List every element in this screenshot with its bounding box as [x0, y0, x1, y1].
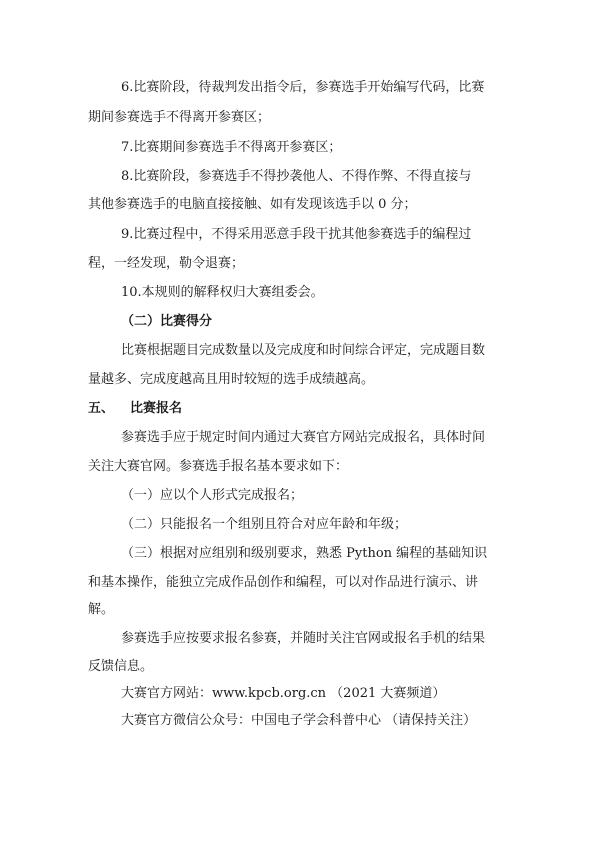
follow-paragraph-line-2: 反馈信息。 [88, 659, 154, 674]
registration-heading-number: 五、 [88, 401, 115, 416]
rule-6-line-1: 6.比赛阶段，待裁判发出指令后，参赛选手开始编写代码，比赛 [121, 80, 485, 95]
rule-8-line-1: 8.比赛阶段，参赛选手不得抄袭他人、不得作弊、不得直接与 [121, 169, 472, 184]
scoring-paragraph-line-1: 比赛根据题目完成数量以及完成度和时间综合评定，完成题目数 [121, 343, 486, 358]
rule-10: 10.本规则的解释权归大赛组委会。 [121, 285, 324, 300]
rule-7: 7.比赛期间参赛选手不得离开参赛区； [121, 140, 342, 155]
rule-9-line-1: 9.比赛过程中，不得采用恶意手段干扰其他参赛选手的编程过 [121, 227, 472, 242]
registration-intro-line-1: 参赛选手应于规定时间内通过大赛官方网站完成报名，具体时间 [121, 430, 486, 445]
requirement-2: （二）只能报名一个组别且符合对应年龄和年级； [121, 517, 408, 532]
scoring-heading: （二）比赛得分 [121, 314, 213, 329]
rule-8-line-2: 其他参赛选手的电脑直接接触、如有发现该选手以 0 分； [88, 197, 417, 212]
requirement-1: （一）应以个人形式完成报名； [121, 488, 304, 503]
requirement-3-line-3: 解。 [88, 602, 115, 617]
requirement-3-line-2: 和基本操作，能独立完成作品创作和编程，可以对作品进行演示、讲 [88, 575, 479, 590]
requirement-3-line-1: （三）根据对应组别和级别要求，熟悉 Python 编程的基础知识 [121, 546, 488, 561]
registration-heading: 比赛报名 [130, 401, 183, 416]
rule-6-line-2: 期间参赛选手不得离开参赛区； [88, 110, 271, 125]
official-wechat: 大赛官方微信公众号：中国电子学会科普中心 （请保持关注） [121, 713, 477, 728]
follow-paragraph-line-1: 参赛选手应按要求报名参赛，并随时关注官网或报名手机的结果 [121, 631, 486, 646]
scoring-paragraph-line-2: 量越多、完成度越高且用时较短的选手成绩越高。 [88, 372, 375, 387]
registration-intro-line-2: 关注大赛官网。参赛选手报名基本要求如下： [88, 459, 349, 474]
rule-9-line-2: 程，一经发现，勒令退赛； [88, 256, 245, 271]
official-website: 大赛官方网站：www.kpcb.org.cn （2021 大赛频道） [121, 686, 446, 701]
